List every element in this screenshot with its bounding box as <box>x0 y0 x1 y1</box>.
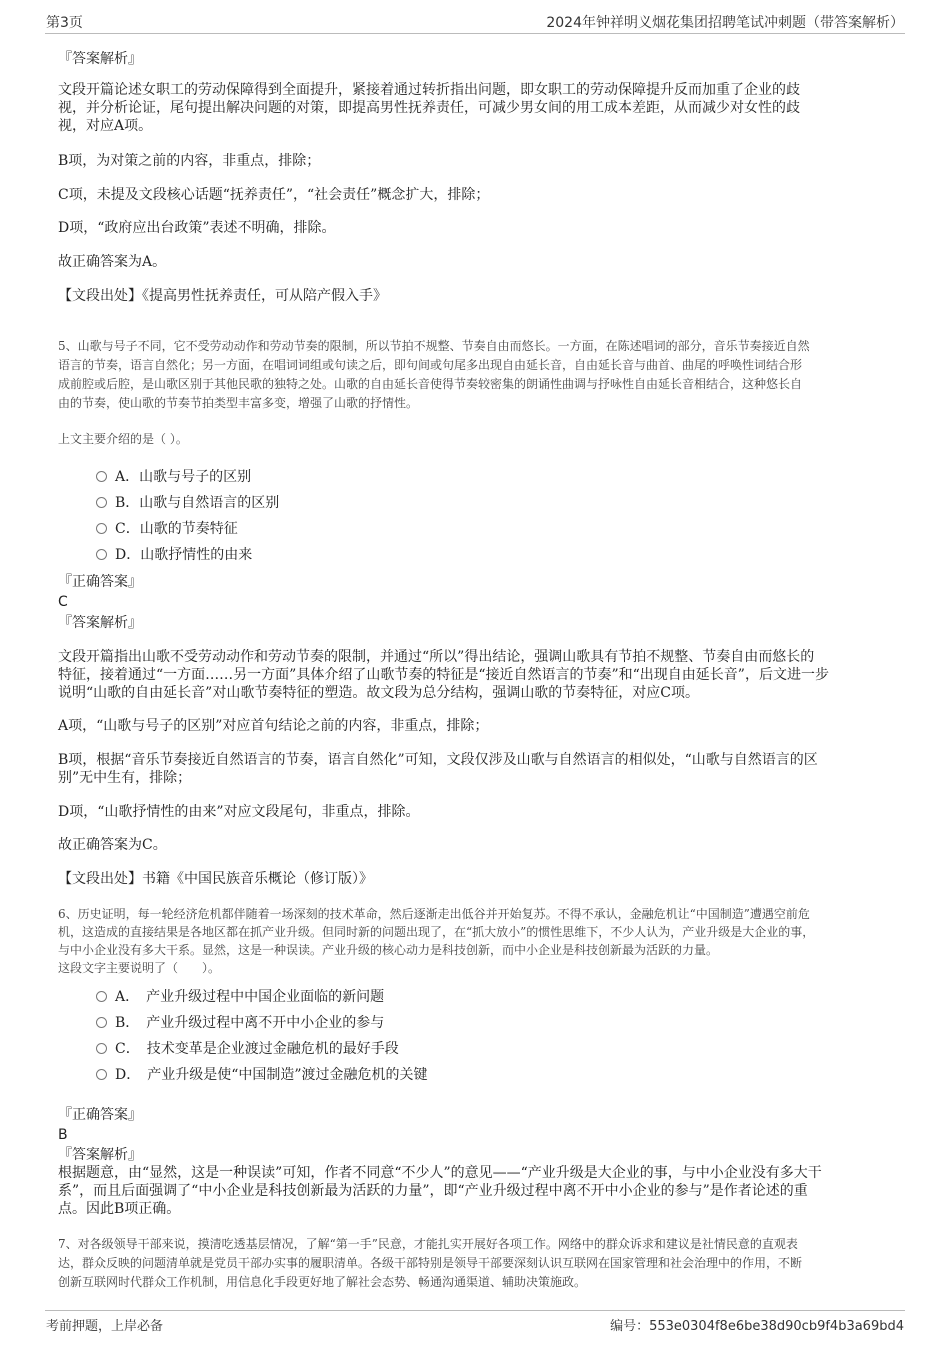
q5-option-d[interactable]: D．山歌抒情性的由来 <box>96 546 252 564</box>
q5-b-note <box>58 751 898 787</box>
prev-analysis-line: 文段开篇论述女职工的劳动保障得到全面提升，紧接着通过转折指出问题，即女职工的劳动保障提升反而加重了企业的歧 <box>58 82 800 98</box>
q7-passage <box>58 1235 908 1292</box>
q6-question: 这段文字主要说明了（ ）。 <box>58 961 221 975</box>
q6-passage-line: 与中小企业没有多大干系。显然，这是一种误读。产业升级的核心动力是科技创新，而中小企业是科技创新最为活跃的力量。 <box>58 943 719 957</box>
q5-passage-line: 成前腔或后腔，是山歌区别于其他民歌的独特之处。山歌的自由延长音使得节奏较密集的朗诵性曲调与抒咏性自由延长音相结合，这种悠长自 <box>58 377 803 391</box>
q6-answer-title: 『正确答案』 <box>58 1107 142 1123</box>
footer-slogan: 考前押题，上岸必备 <box>46 1319 164 1334</box>
q5-option-b[interactable]: B．山歌与自然语言的区别 <box>96 494 279 512</box>
prev-analysis <box>58 81 898 135</box>
radio-icon[interactable] <box>96 1043 107 1054</box>
q5-question: 上文主要介绍的是（ ）。 <box>58 432 188 446</box>
q5-answer-title: 『正确答案』 <box>58 574 142 590</box>
q5-source: 【文段出处】书籍《中国民族音乐概论（修订版）》 <box>58 871 373 887</box>
q5-final-answer: 故正确答案为C。 <box>58 837 167 853</box>
q6-analysis-line: 系”，而且后面强调了“中小企业是科技创新最为活跃的力量”，即“产业升级过程中离不开中小企业的参与”是作者论述的重 <box>58 1183 808 1199</box>
q5-passage-line: 5、山歌与号子不同，它不受劳动动作和劳动节奏的限制，所以节拍不规整、节奏自由而悠长。一方面，在陈述唱词的部分，音乐节奏接近自然 <box>58 339 810 353</box>
q5-analysis <box>58 648 898 702</box>
q6-answer: B <box>58 1127 68 1143</box>
q6-analysis <box>58 1164 898 1218</box>
q5-analysis-line: 说明“山歌的自由延长音”对山歌节奏特征的塑造。故文段为总分结构，强调山歌的节奏特征，对应C项。 <box>58 685 700 701</box>
radio-icon[interactable] <box>96 1069 107 1080</box>
q5-d-note: D项，“山歌抒情性的由来”对应文段尾句，非重点，排除。 <box>58 804 420 820</box>
q6-option-a[interactable]: A． 产业升级过程中中国企业面临的新问题 <box>96 988 384 1006</box>
q6-passage-line: 机，这造成的直接结果是各地区都在抓产业升级。但同时新的问题出现了，在“抓大放小”的惯性思维下，不少人认为，产业升级是大企业的事， <box>58 925 815 939</box>
q7-passage-line: 7、对各级领导干部来说，摸清吃透基层情况，了解“第一手”民意，才能扎实开展好各项工作。网络中的群众诉求和建议是社情民意的直观表 <box>58 1237 798 1251</box>
q5-passage-line: 语言的节奏，语言自然化；另一方面，在唱词词组或句读之后，即句间或句尾多出现自由延长音，自由延长音与曲首、曲尾的呼唤性词结合形 <box>58 358 803 372</box>
q6-passage <box>58 905 908 977</box>
prev-d-note: D项，“政府应出台政策”表述不明确，排除。 <box>58 220 336 236</box>
q5-analysis-title: 『答案解析』 <box>58 615 142 631</box>
prev-analysis-title: 『答案解析』 <box>58 51 142 67</box>
q5-analysis-line: 文段开篇指出山歌不受劳动动作和劳动节奏的限制，并通过“所以”得出结论，强调山歌具有节拍不规整、节奏自由而悠长的 <box>58 649 815 665</box>
radio-icon[interactable] <box>96 471 107 482</box>
q5-b-note-line: 别”无中生有，排除； <box>58 770 192 786</box>
radio-icon[interactable] <box>96 991 107 1002</box>
q5-passage <box>58 337 908 413</box>
radio-icon[interactable] <box>96 497 107 508</box>
q7-passage-line: 达，群众反映的问题清单就是党员干部办实事的履职清单。各级干部特别是领导干部要深刻认识互联网在国家管理和社会治理中的作用，不断 <box>58 1256 803 1270</box>
q6-analysis-line: 根据题意，由“显然，这是一种误读”可知，作者不同意“不少人”的意见——“产业升级是大企业的事，与中小企业没有多大干 <box>58 1165 822 1181</box>
q5-passage-line: 由的节奏，使山歌的节奏节拍类型丰富多变，增强了山歌的抒情性。 <box>58 396 419 410</box>
q6-passage-line: 6、历史证明，每一轮经济危机都伴随着一场深刻的技术革命，然后逐渐走出低谷并开始复苏。不得不承认，金融危机让“中国制造”遭遇空前危 <box>58 907 810 921</box>
q5-option-c[interactable]: C．山歌的节奏特征 <box>96 520 238 538</box>
q6-analysis-title: 『答案解析』 <box>58 1147 142 1163</box>
document-title: 2024年钟祥明义烟花集团招聘笔试冲刺题（带答案解析） <box>546 15 904 31</box>
q7-passage-line: 创新互联网时代群众工作机制，用信息化手段更好地了解社会态势、畅通沟通渠道、辅助决策施政。 <box>58 1275 587 1289</box>
prev-c-note: C项，未提及文段核心话题“抚养责任”，“社会责任”概念扩大，排除； <box>58 187 490 203</box>
q6-option-b[interactable]: B． 产业升级过程中离不开中小企业的参与 <box>96 1014 384 1032</box>
q5-answer: C <box>58 594 68 610</box>
q5-b-note-line: B项，根据“音乐节奏接近自然语言的节奏，语言自然化”可知，文段仅涉及山歌与自然语言的相似处，“山歌与自然语言的区 <box>58 752 818 768</box>
q6-option-c[interactable]: C． 技术变革是企业渡过金融危机的最好手段 <box>96 1040 399 1058</box>
prev-analysis-line: 视，对应A项。 <box>58 118 153 134</box>
radio-icon[interactable] <box>96 1017 107 1028</box>
radio-icon[interactable] <box>96 549 107 560</box>
q6-option-d[interactable]: D． 产业升级是使“中国制造”渡过金融危机的关键 <box>96 1066 428 1084</box>
prev-analysis-line: 视，并分析论证，尾句提出解决问题的对策，即提高男性抚养责任，可减少男女间的用工成本差距，从而减少对女性的歧 <box>58 100 800 116</box>
q5-analysis-line: 特征，接着通过“一方面……另一方面”具体介绍了山歌节奏的特征是“接近自然语言的节奏”和“出现自由延长音”，后文进一步 <box>58 667 829 683</box>
header-divider <box>45 33 905 34</box>
footer-code: 编号：553e0304f8e6be38d90cb9f4b3a69bd4 <box>610 1319 904 1334</box>
prev-source: 【文段出处】《提高男性抚养责任，可从陪产假入手》 <box>58 288 387 304</box>
radio-icon[interactable] <box>96 523 107 534</box>
q5-a-note: A项，“山歌与号子的区别”对应首句结论之前的内容，非重点，排除； <box>58 718 489 734</box>
q6-analysis-line: 点。因此B项正确。 <box>58 1201 181 1217</box>
q5-option-a[interactable]: A．山歌与号子的区别 <box>96 468 251 486</box>
prev-final-answer: 故正确答案为A。 <box>58 254 167 270</box>
prev-b-note: B项，为对策之前的内容，非重点，排除； <box>58 153 321 169</box>
page-number: 第3页 <box>46 15 83 31</box>
footer-divider <box>45 1310 905 1311</box>
